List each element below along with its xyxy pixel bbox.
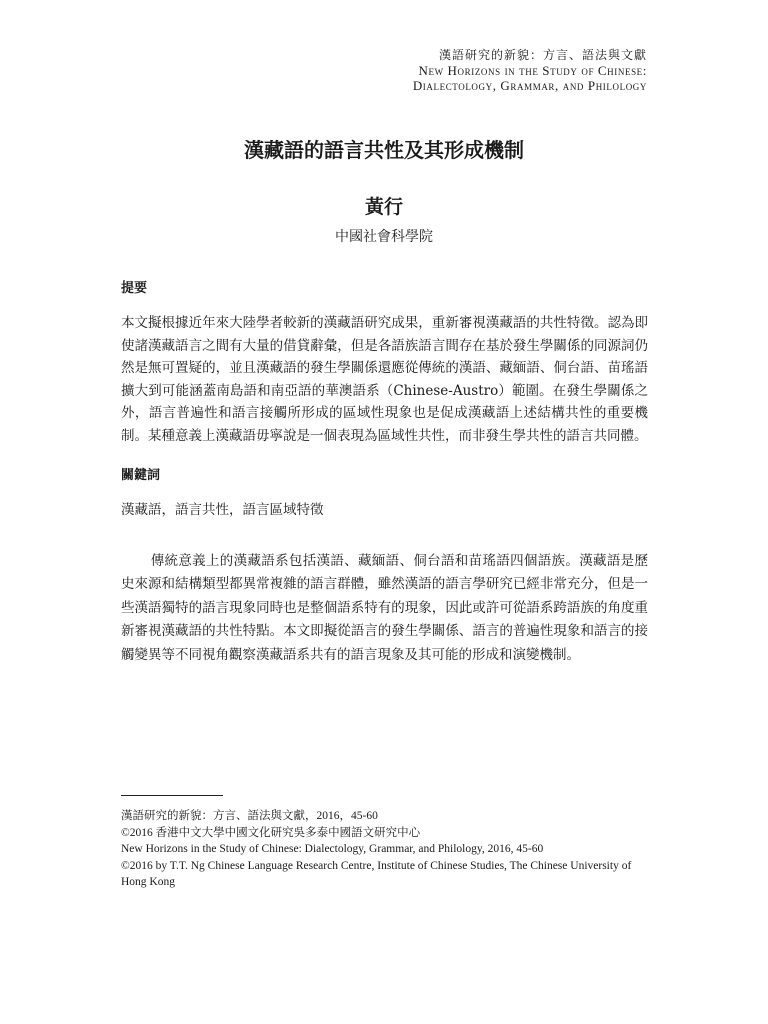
keywords-text: 漢藏語，語言共性，語言區域特徵	[121, 502, 324, 518]
footnote-line: ©2016 by T.T. Ng Chinese Language Research Centre, Institute of Chinese Studies, The Chinese University of Hong Kong	[121, 859, 632, 888]
abstract-heading: 提要	[121, 281, 148, 296]
footnote-line: New Horizons in the Study of Chinese: Dialectology, Grammar, and Philology, 2016, 45-60	[121, 843, 544, 855]
keywords-heading: 關鍵詞	[121, 468, 161, 483]
article-author: 黃行	[364, 196, 403, 218]
author-affiliation: 中國社會科學院	[335, 229, 433, 245]
body-section	[121, 550, 648, 668]
keywords-section	[121, 467, 648, 522]
abstract-text: 本文擬根據近年來大陸學者較新的漢藏語研究成果，重新審視漢藏語的共性特徵。認為即使諸漢藏語言之間有大量的借貸辭彙，但是各語族語言間存在基於發生學關係的同源詞仍然是無可置疑的，並且漢藏語的發生學關係還應從傳統的漢語、藏緬語、侗台語、苗瑤語擴大到可能涵蓋南島語和南亞語的華澳語系（Chinese-Austro）範圍。在發生學關係之外，語言普遍性和語言接觸所形成的區域性現象也是促成漢藏語上述結構共性的重要機制。某種意義上漢藏語毋寧說是一個表現為區域性共性，而非發生學共性的語言共同體。	[121, 315, 648, 444]
running-header	[413, 48, 647, 93]
running-header-english-line2: Dialectology, Grammar, and Philology	[412, 78, 647, 93]
article-title: 漢藏語的語言共性及其形成機制	[244, 138, 524, 162]
abstract-section	[121, 280, 648, 447]
body-paragraph: 傳統意義上的漢藏語系包括漢語、藏緬語、侗台語和苗瑤語四個語族。漢藏語是歷史來源和結構類型都異常複雜的語言群體，雖然漢語的語言學研究已經非常充分，但是一些漢語獨特的語言現象同時也是整個語系特有的現象，因此或許可從語系跨語族的角度重新審視漢藏語的共性特點。本文即擬從語言的發生學關係、語言的普遍性現象和語言的接觸變異等不同視角觀察漢藏語系共有的語言現象及其可能的形成和演變機制。	[121, 552, 648, 663]
footnotes	[121, 808, 648, 891]
footnote-line: ©2016 香港中文大學中國文化研究吳多泰中國語文研究中心	[121, 826, 421, 839]
footnote-line: 漢語研究的新貌：方言、語法與文獻，2016，45-60	[121, 810, 378, 822]
running-header-chinese: 漢語研究的新貌：方言、語法與文獻	[438, 48, 647, 62]
running-header-english-line1: New Horizons in the Study of Chinese:	[418, 63, 647, 78]
article-content	[121, 280, 648, 667]
footnote-divider	[121, 795, 223, 796]
